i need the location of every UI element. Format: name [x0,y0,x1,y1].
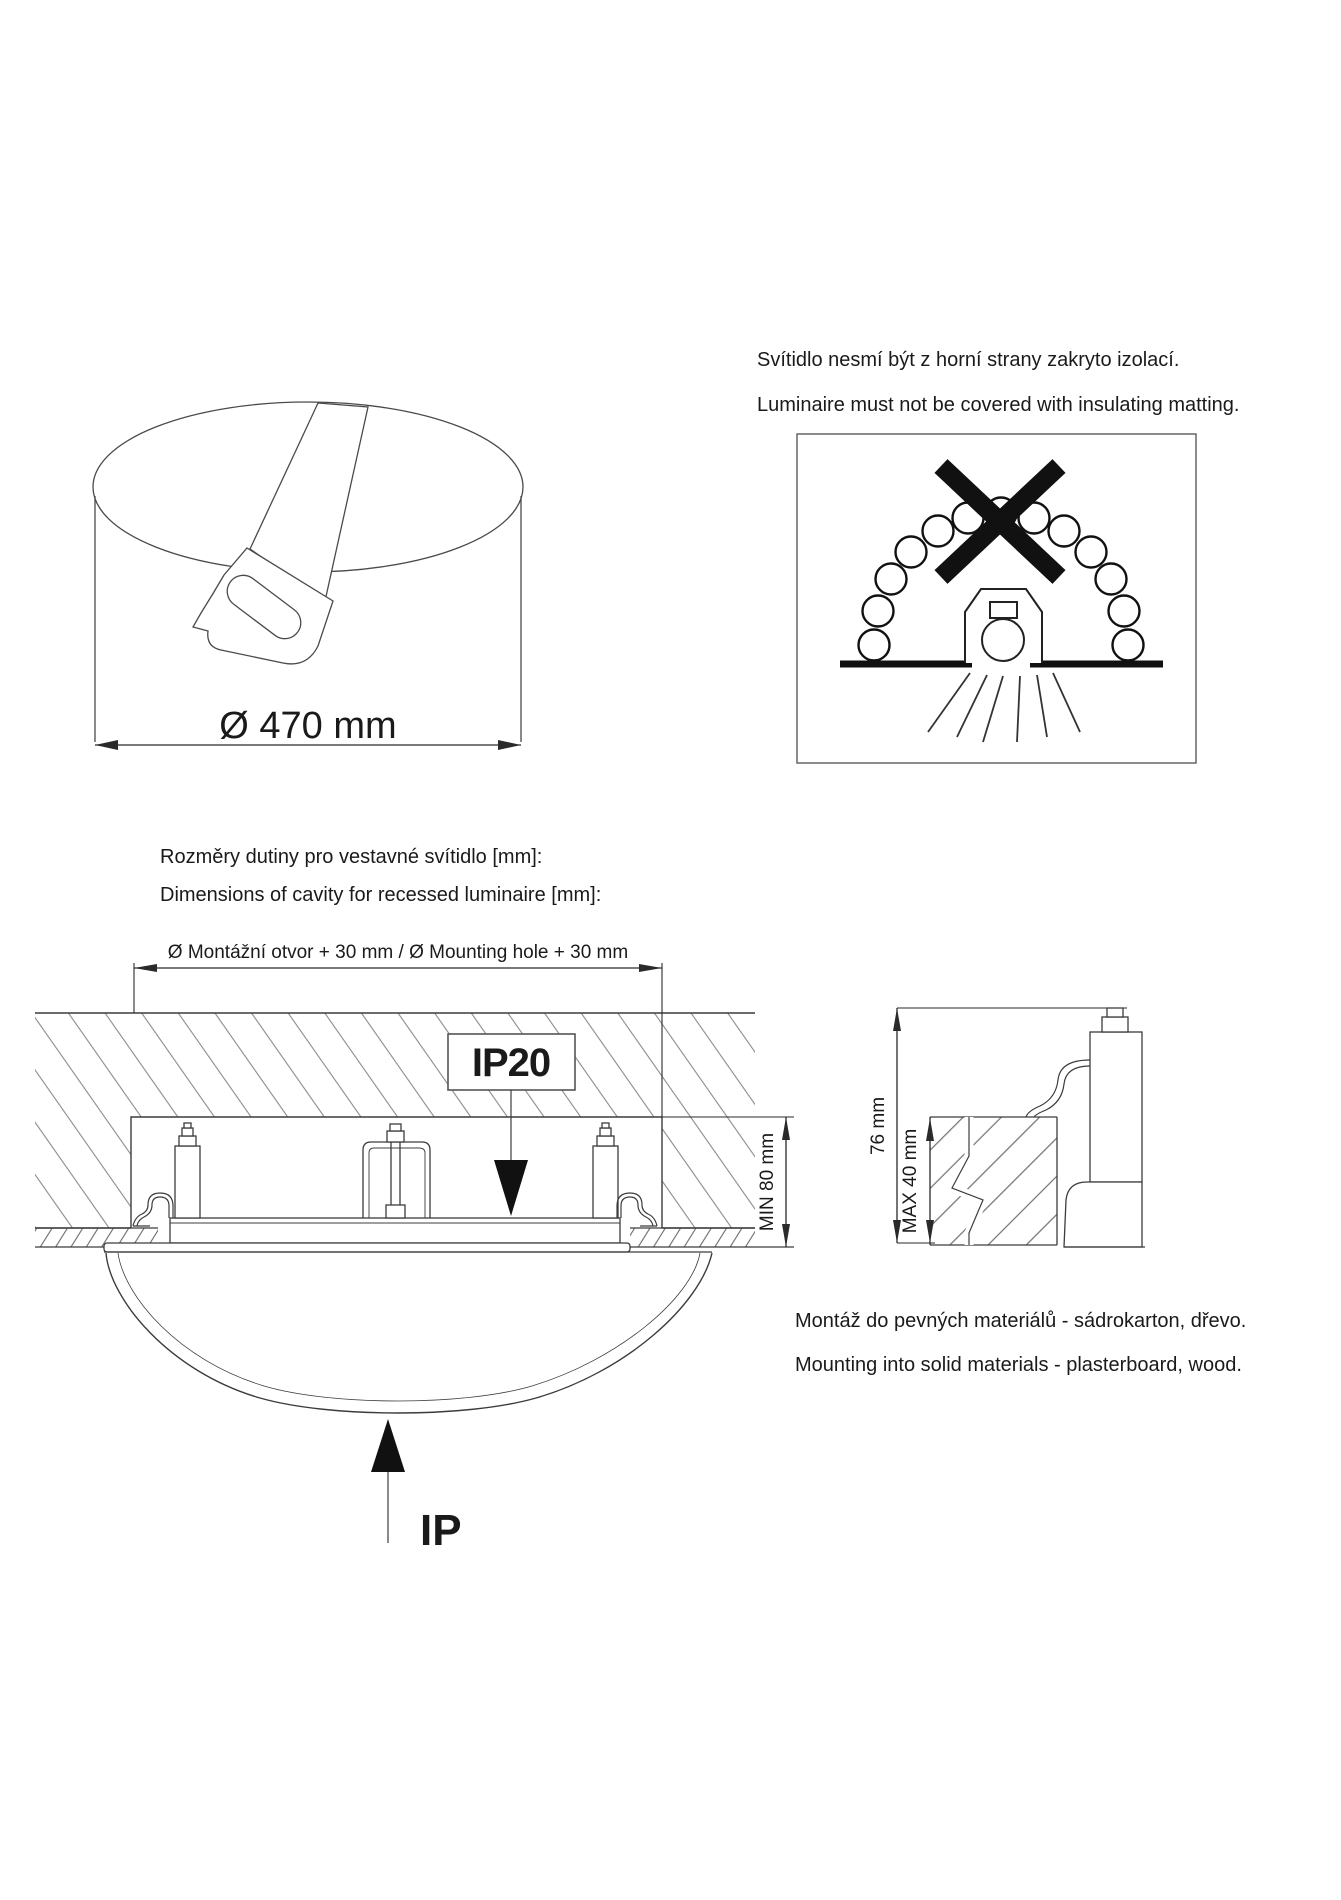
mounting-hole-dimension-label: Ø Montážní otvor + 30 mm / Ø Mounting hole + 30 mm [167,942,629,963]
hole-cutting-saw-figure [93,402,523,742]
board-thickness-dimension [900,1117,934,1245]
dimension-arrow-left [134,964,157,972]
dimension-arrow-left [95,740,118,750]
lamp-bulb [982,619,1024,661]
spring-clip-side [1026,1060,1090,1117]
cavity-dimensions-note-en: Dimensions of cavity for recessed luminaire [mm]: [160,884,602,906]
trim-ring [104,1243,630,1252]
lamp-socket [990,602,1017,618]
down-arrow-icon [494,1160,528,1216]
dimension-arrow-right [498,740,521,750]
ingress-protection-label: IP [420,1506,462,1555]
ceiling-structure-hatch [35,1013,755,1228]
dimension-arrow-up [893,1008,901,1031]
board-thickness-label: MAX 40 mm [900,1128,921,1234]
ingress-protection-callout [371,1419,462,1555]
recessed-luminaire-section-figure [35,942,794,1555]
spring-clip-right [617,1193,657,1226]
fixing-screw-left [175,1123,200,1218]
mounting-materials-note-en: Mounting into solid materials - plasterboard, wood. [795,1354,1242,1376]
recessed-lamp-icon [965,589,1042,663]
luminaire-glass-dome [104,1252,712,1413]
mounting-materials-note-cs: Montáž do pevných materiálů - sádrokarton, dřevo. [795,1310,1247,1332]
wood-board-hatch [930,1117,1057,1245]
hole-diameter-label: Ø 470 mm [219,705,397,747]
cavity-dimensions-note-cs: Rozměry dutiny pro vestavné svítidlo [mm]: [160,846,543,868]
plasterboard-strip-right [630,1228,755,1247]
dimension-arrow-right [639,964,662,972]
min-depth-label: MIN 80 mm [757,1132,778,1232]
luminaire-post-side [1090,1032,1142,1182]
post-nut-cap [1107,1008,1123,1017]
ip20-rating-callout [448,1034,575,1216]
solid-material-mounting-section-figure [868,1008,1145,1247]
up-arrow-icon [371,1419,405,1472]
no-insulation-cover-icon [797,434,1196,763]
insulation-warning-note-cs: Svítidlo nesmí být z horní strany zakryto izolací. [757,349,1180,371]
luminaire-side-body [1064,1008,1145,1247]
fixing-screw-right [593,1123,618,1218]
post-nut [1102,1017,1128,1032]
luminaire-base-plate [170,1218,620,1243]
luminaire-base-assembly [104,1123,657,1252]
hole-diameter-dimension [95,705,521,750]
spring-clip-left [133,1193,173,1226]
dimension-arrow-up [782,1117,790,1140]
luminaire-base-side [1064,1182,1142,1247]
center-mounting-bracket [363,1124,430,1218]
total-height-label: 76 mm [868,1096,889,1156]
ip20-label: IP20 [471,1041,551,1085]
dimension-arrow-down [782,1224,790,1247]
insulation-warning-note-en: Luminaire must not be covered with insulating matting. [757,394,1240,416]
